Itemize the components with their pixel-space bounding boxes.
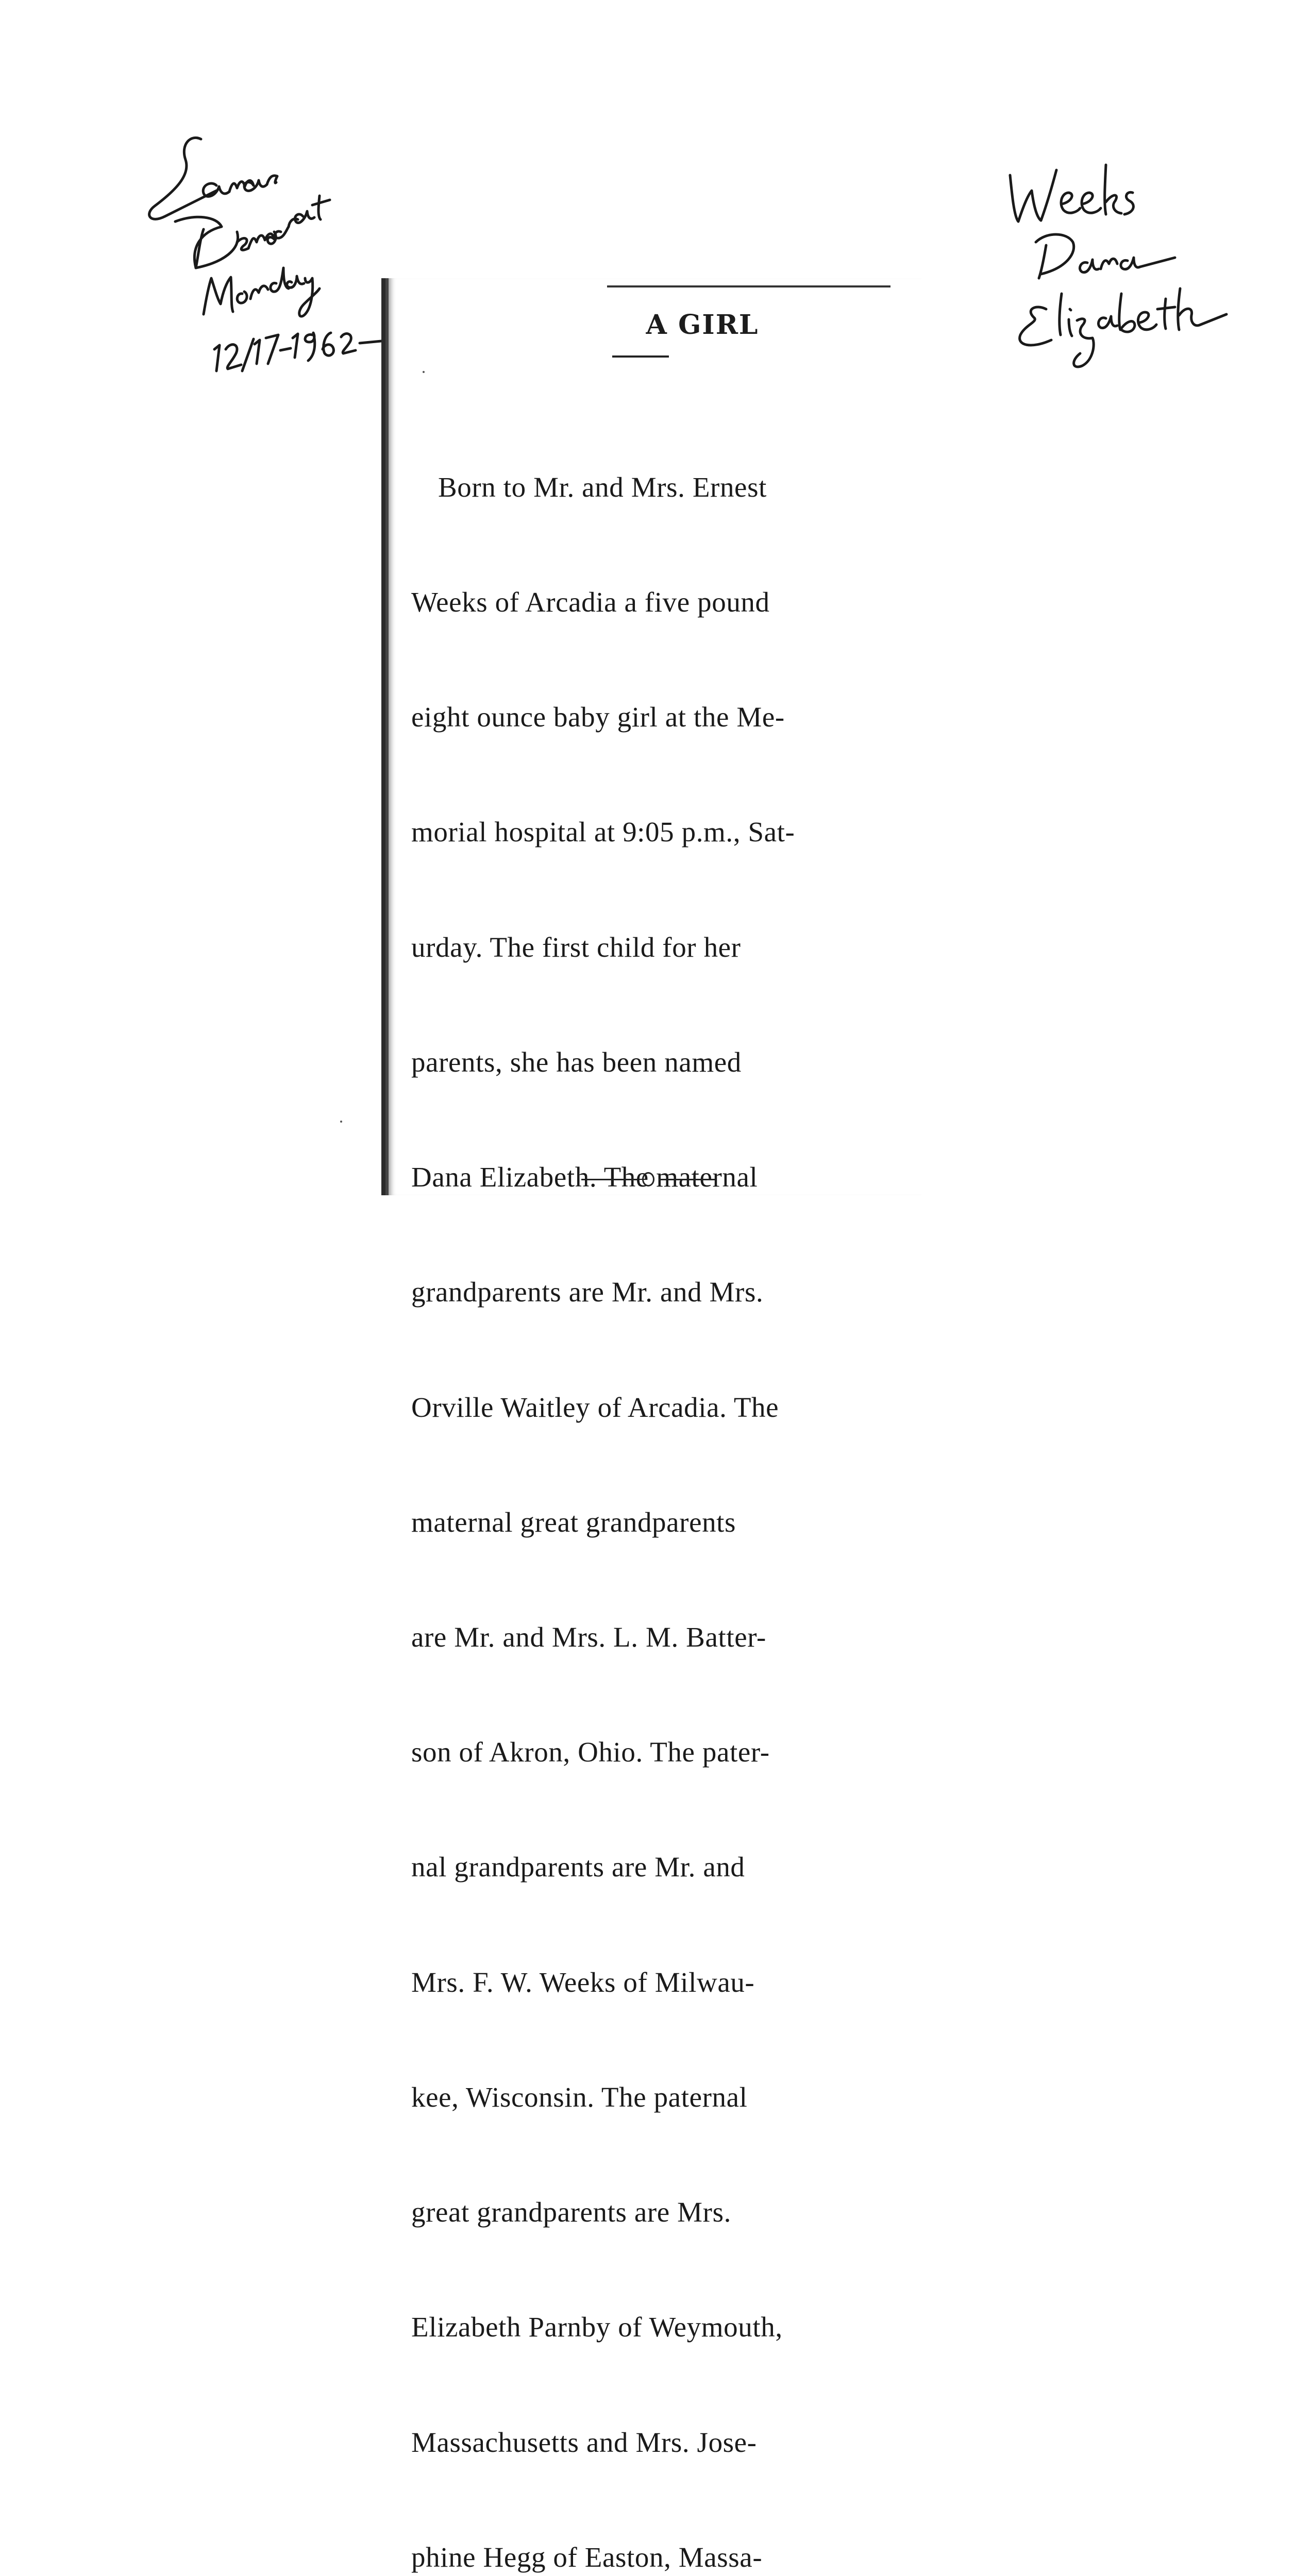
article-line: Orville Waitley of Arcadia. The	[411, 1391, 779, 1423]
article-line: grandparents are Mr. and Mrs.	[411, 1276, 764, 1308]
article-line: nal grandparents are Mr. and	[411, 1851, 745, 1883]
scan-speck	[340, 1121, 342, 1123]
article-line: urday. The first child for her	[411, 931, 741, 963]
article-line: Born to Mr. and Mrs. Ernest	[438, 471, 767, 503]
article-line: great grandparents are Mrs.	[411, 2196, 731, 2228]
article-line: maternal great grandparents	[411, 1506, 736, 1538]
handwritten-name-signature	[1005, 155, 1273, 371]
article-line: Massachusetts and Mrs. Jose-	[411, 2426, 757, 2458]
scan-speck	[423, 371, 425, 373]
headline-rule	[612, 355, 669, 358]
article-line: Mrs. F. W. Weeks of Milwau-	[411, 1966, 755, 1998]
article-line: phine Hegg of Easton, Massa-	[411, 2541, 763, 2573]
article-line: parents, she has been named	[411, 1046, 742, 1078]
article-line: kee, Wisconsin. The paternal	[411, 2081, 748, 2113]
article-line: morial hospital at 9:05 p.m., Sat-	[411, 816, 795, 848]
article-body	[411, 392, 906, 2576]
article-line: Dana Elizabeth. The maternal	[411, 1161, 758, 1193]
article-line: Elizabeth Parnby of Weymouth,	[411, 2311, 783, 2343]
newspaper-clipping	[381, 278, 921, 2573]
top-rule	[607, 285, 890, 287]
headline: A GIRL	[646, 309, 759, 341]
handwritten-name-note	[1005, 155, 1273, 371]
end-mark	[581, 1172, 715, 1188]
article-line: son of Akron, Ohio. The pater-	[411, 1736, 770, 1768]
article-line: are Mr. and Mrs. L. M. Batter-	[411, 1621, 766, 1653]
article-line: eight ounce baby girl at the Me-	[411, 701, 785, 733]
article-line: Weeks of Arcadia a five pound	[411, 586, 770, 618]
